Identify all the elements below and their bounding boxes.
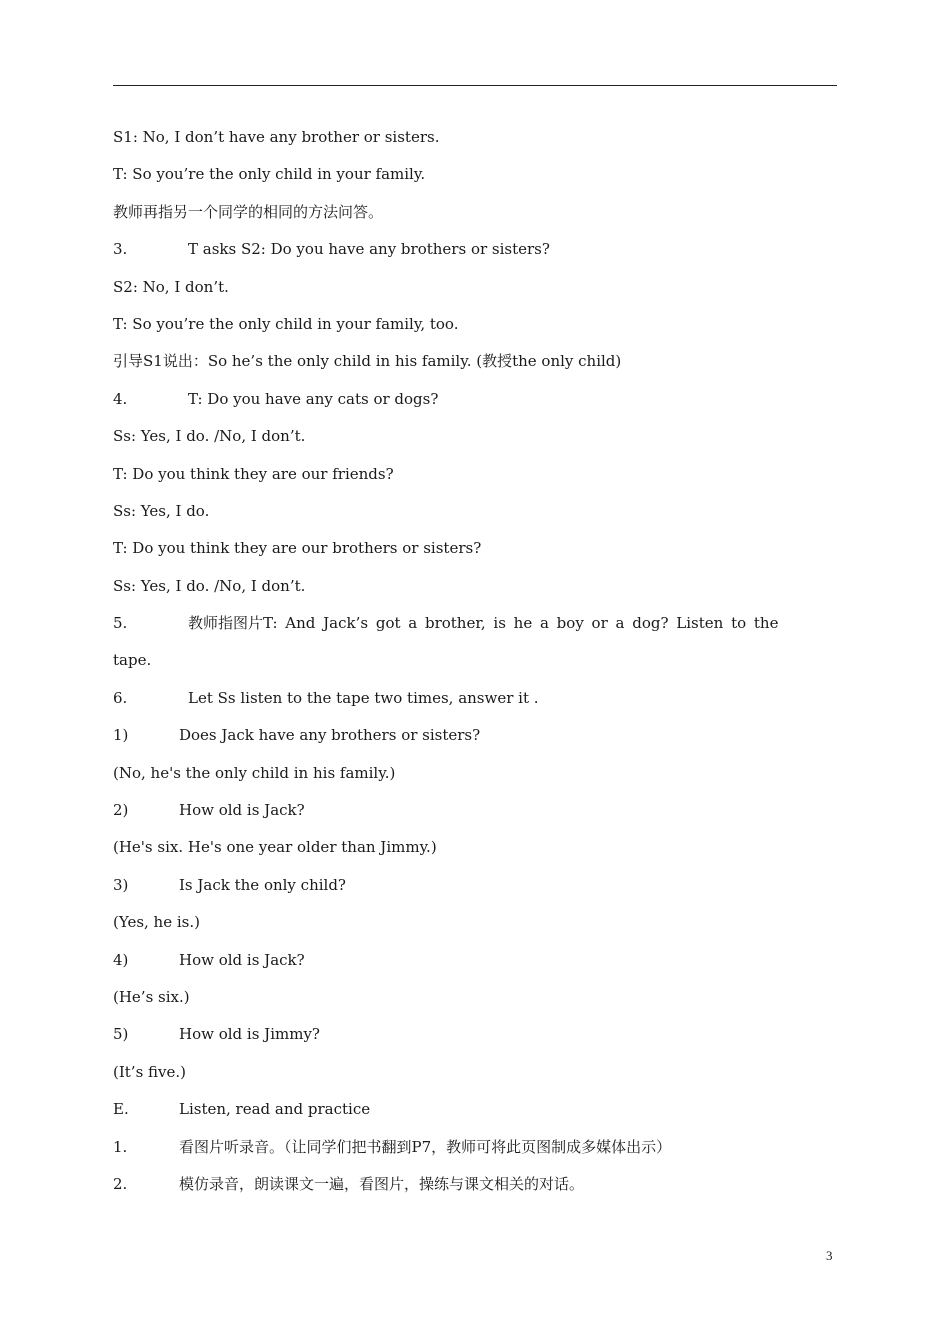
line-number: 5. <box>113 614 128 633</box>
line-number: 1. <box>113 1137 128 1156</box>
text-line: Ss: Yes, I do. <box>113 501 210 520</box>
page-number: 3 <box>826 1248 833 1263</box>
text-line: 引导S1说出：So he’s the only child in his family. (教授the only child) <box>113 352 622 371</box>
numbered-line: 3) Is Jack the only child? <box>113 873 837 910</box>
numbered-line: 5. 教师指图片T: And Jack’s got a brother, is he a boy or a dog? Listen to the <box>113 611 837 648</box>
numbered-line: 6. Let Ss listen to the tape two times, answer it . <box>113 686 837 723</box>
text-line: Ss: Yes, I do. /No, I don’t. <box>113 427 306 446</box>
line-number: 3) <box>113 875 129 894</box>
text-line: tape. <box>113 651 152 670</box>
text-line: (It’s five.) <box>113 1062 187 1081</box>
line-number: 6. <box>113 688 128 707</box>
numbered-line: 2) How old is Jack? <box>113 798 837 835</box>
line-number: 2) <box>113 801 129 820</box>
line-number: 4) <box>113 950 129 969</box>
text-line: (He's six. He's one year older than Jimmy.) <box>113 838 437 857</box>
text-line: T: Do you think they are our brothers or sisters? <box>113 539 482 558</box>
line-number: 2. <box>113 1174 128 1193</box>
header-rule <box>113 85 837 86</box>
text-line: (Yes, he is.) <box>113 913 200 932</box>
line-number: 4. <box>113 389 128 408</box>
numbered-line: 3. T asks S2: Do you have any brothers or sisters? <box>113 237 837 274</box>
text-line: S2: No, I don’t. <box>113 277 229 296</box>
text-line: T: So you’re the only child in your family, too. <box>113 314 459 333</box>
text-line: (He’s six.) <box>113 987 190 1006</box>
numbered-line: 1) Does Jack have any brothers or sisters? <box>113 723 837 760</box>
document-body <box>113 125 837 1209</box>
numbered-line: 1. 看图片听录音。（让同学们把书翻到P7，教师可将此页图制成多媒体出示） <box>113 1135 837 1172</box>
numbered-line: E. Listen, read and practice <box>113 1097 837 1134</box>
text-line: S1: No, I don’t have any brother or sisters. <box>113 128 440 146</box>
line-number: 3. <box>113 240 128 259</box>
text-line: Ss: Yes, I do. /No, I don’t. <box>113 576 306 595</box>
text-line: (No, he's the only child in his family.) <box>113 763 396 782</box>
line-number: E. <box>113 1100 129 1119</box>
text-line: 教师再指另一个同学的相同的方法问答。 <box>113 202 384 221</box>
numbered-line: 4) How old is Jack? <box>113 948 837 985</box>
numbered-line: 4. T: Do you have any cats or dogs? <box>113 387 837 424</box>
text-line: T: So you’re the only child in your family. <box>113 165 426 184</box>
numbered-line: 2. 模仿录音，朗读课文一遍，看图片，操练与课文相关的对话。 <box>113 1172 837 1209</box>
line-number: 1) <box>113 726 129 745</box>
line-number: 5) <box>113 1025 129 1044</box>
numbered-line: 5) How old is Jimmy? <box>113 1022 837 1059</box>
text-line: T: Do you think they are our friends? <box>113 464 394 483</box>
